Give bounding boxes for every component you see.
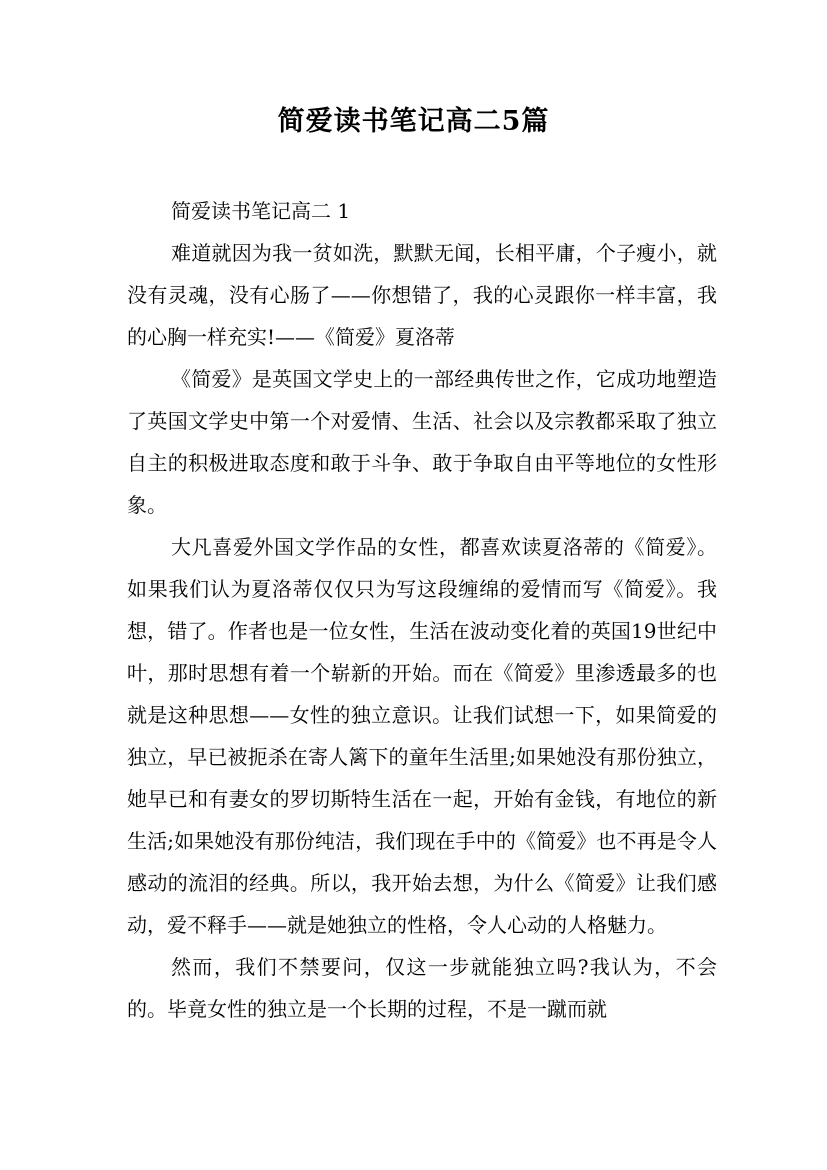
document-body [127, 190, 717, 1030]
paragraph-quote: 难道就因为我一贫如洗，默默无闻，长相平庸，个子瘦小，就没有灵魂，没有心肠了——你想错了，我的心灵跟你一样丰富，我的心胸一样充实!——《简爱》夏洛蒂 [127, 241, 717, 349]
paragraph-question: 然而，我们不禁要问，仅这一步就能独立吗?我认为，不会的。毕竟女性的独立是一个长期的过程，不是一蹴而就 [127, 955, 717, 1021]
paragraph-analysis: 大凡喜爱外国文学作品的女性，都喜欢读夏洛蒂的《简爱》。如果我们认为夏洛蒂仅仅只为写这段缠绵的爱情而写《简爱》。我想，错了。作者也是一位女性，生活在波动变化着的英国19世纪中叶，那时思想有着一个崭新的开始。而在《简爱》里渗透最多的也就是这种思想——女性的独立意识。让我们试想一下，如果简爱的独立，早已被扼杀在寄人篱下的童年生活里;如果她没有那份独立，她早已和有妻女的罗切斯特生活在一起，开始有金钱，有地位的新生活;如果她没有那份纯洁，我们现在手中的《简爱》也不再是令人感动的流泪的经典。所以，我开始去想，为什么《简爱》让我们感动，爱不释手——就是她独立的性格，令人心动的人格魅力。 [127, 535, 717, 937]
paragraph-intro: 《简爱》是英国文学史上的一部经典传世之作，它成功地塑造了英国文学史中第一个对爱情、生活、社会以及宗教都采取了独立自主的积极进取态度和敢于斗争、敢于争取自由平等地位的女性形象。 [127, 367, 717, 517]
document-title: 简爱读书笔记高二5篇 [277, 106, 550, 137]
section-subheading: 简爱读书笔记高二 1 [171, 199, 351, 223]
